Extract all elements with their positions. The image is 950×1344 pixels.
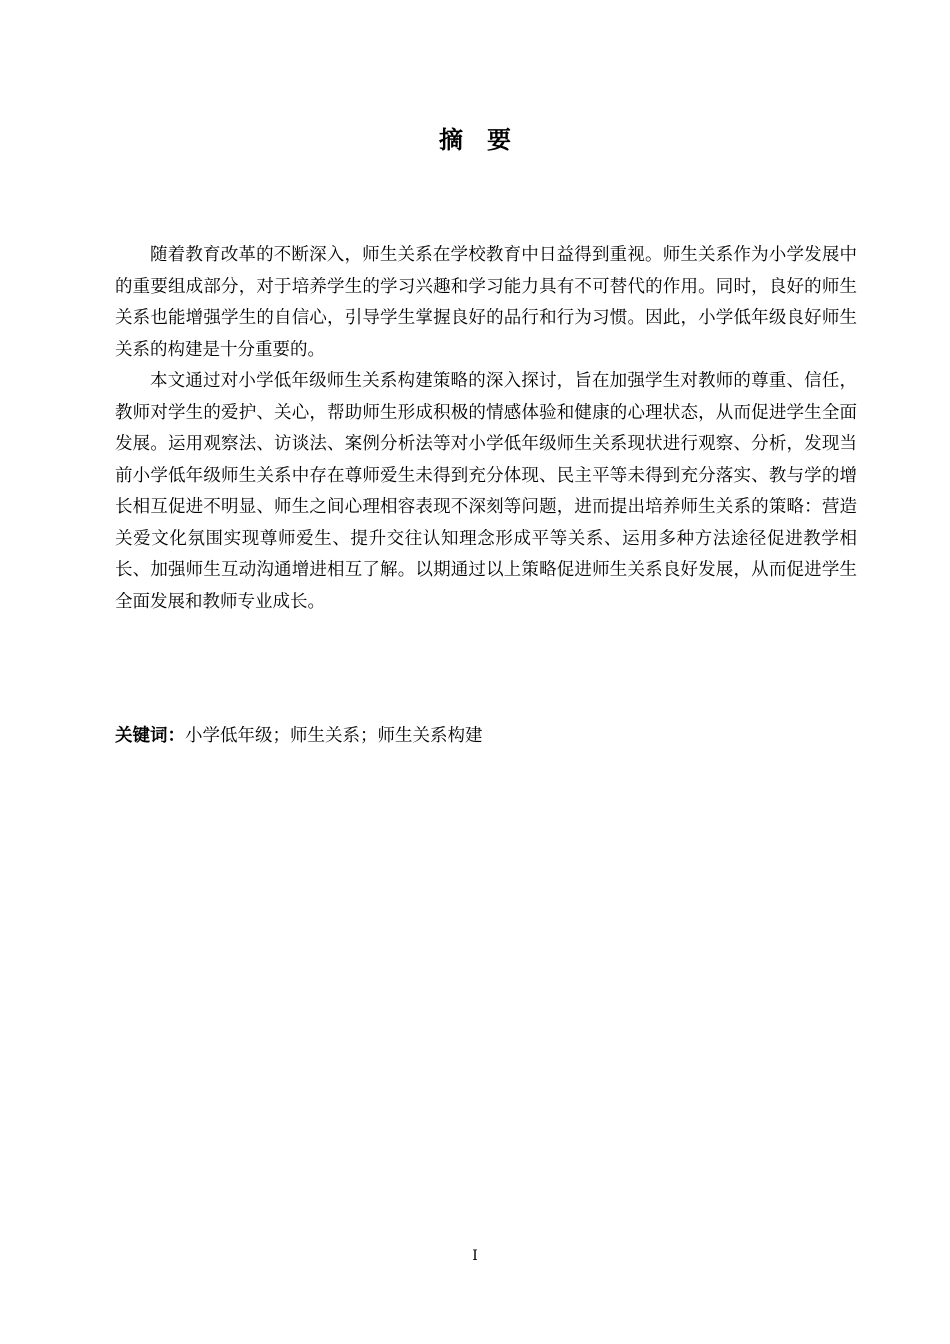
keywords-label: 关键词： <box>115 726 185 746</box>
page-number: I <box>472 1248 478 1264</box>
abstract-paragraph-2: 本文通过对小学低年级师生关系构建策略的深入探讨，旨在加强学生对教师的尊重、信任，教师对学生的爱护、关心，帮助师生形成积极的情感体验和健康的心理状态，从而促进学生全面发展。运用观察法、访谈法、案例分析法等对小学低年级师生关系现状进行观察、分析，发现当前小学低年级师生关系中存在尊师爱生未得到充分体现、民主平等未得到充分落实、教与学的增长相互促进不明显、师生之间心理相容表现不深刻等问题，进而提出培养师生关系的策略：营造关爱文化氛围实现尊师爱生、提升交往认知理念形成平等关系、运用多种方法途径促进教学相长、加强师生互动沟通增进相互了解。以期通过以上策略促进师生关系良好发展，从而促进学生全面发展和教师专业成长。 <box>115 371 857 612</box>
keywords-line <box>115 722 857 750</box>
abstract-paragraph-1: 随着教育改革的不断深入，师生关系在学校教育中日益得到重视。师生关系作为小学发展中的重要组成部分，对于培养学生的学习兴趣和学习能力具有不可替代的作用。同时，良好的师生关系也能增强学生的自信心，引导学生掌握良好的品行和行为习惯。因此，小学低年级良好师生关系的构建是十分重要的。 <box>115 245 857 360</box>
abstract-title: 摘 要 <box>439 126 511 154</box>
abstract-body <box>115 240 857 618</box>
keywords-text: 小学低年级；师生关系；师生关系构建 <box>185 726 483 746</box>
